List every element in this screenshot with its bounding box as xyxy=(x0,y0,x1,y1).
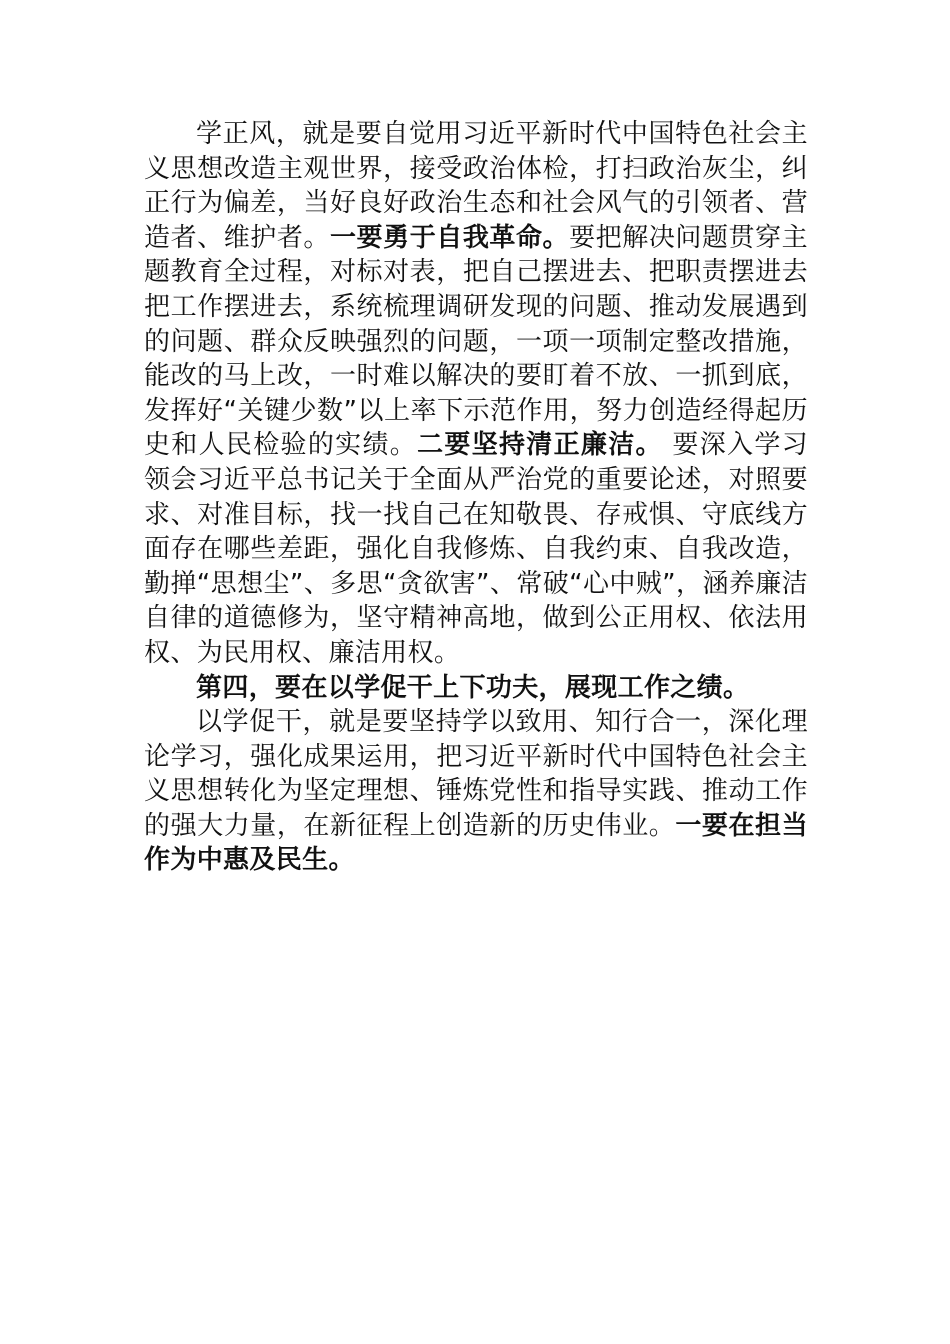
paragraph-text: 要把解决问题贯穿主题教育全过程，对标对表，把自己摆进去、把职责摆进去把工作摆进去，系统梳理调研发现的问题、推动发展遇到的问题、群众反映强烈的问题，一项一项制定整改措施，能改的马上改，一时难以解决的要盯着不放、一抓到底，发挥好“关键少数”以上率下示范作用，努力创造经得起历史和人民检验的实绩。 xyxy=(144,222,809,461)
document-page xyxy=(144,117,808,878)
paragraph-text: 以学促干，就是要坚持学以致用、知行合一，深化理论学习，强化成果运用，把习近平新时代中国特色社会主义思想转化为坚定理想、锤炼党性和指导实践、推动工作的强大力量，在新征程上创造新的历史伟业。 xyxy=(144,707,808,841)
paragraph-study-correct-style xyxy=(144,117,808,671)
section-heading-fourth: 第四，要在以学促干上下功夫，展现工作之绩。 xyxy=(196,672,750,703)
paragraph-text: 要深入学习领会习近平总书记关于全面从严治党的重要论述，对照要求、对准目标，找一找自己在知敬畏、存戒惧、守底线方面存在哪些差距，强化自我修炼、自我约束、自我改造，勤掸“思想尘”、多思“贪欲害”、常破“心中贼”，涵养廉洁自律的道德修为，坚守精神高地，做到公正用权、依法用权、为民用权、廉洁用权。 xyxy=(144,430,808,668)
bold-lead-self-revolution: 一要勇于自我革命。 xyxy=(329,222,570,253)
paragraph-text: 学正风，就是要自觉用习近平新时代中国特色社会主义思想改造主观世界，接受政治体检，打扫政治灰尘，纠正行为偏差，当好良好政治生态和社会风气的引领者、营造者、维护者。 xyxy=(144,119,808,253)
bold-lead-integrity: 二要坚持清正廉洁。 xyxy=(417,430,663,461)
paragraph-study-promote-work xyxy=(144,705,808,878)
bold-lead-livelihood: 一要在担当作为中惠及民生。 xyxy=(144,810,808,876)
